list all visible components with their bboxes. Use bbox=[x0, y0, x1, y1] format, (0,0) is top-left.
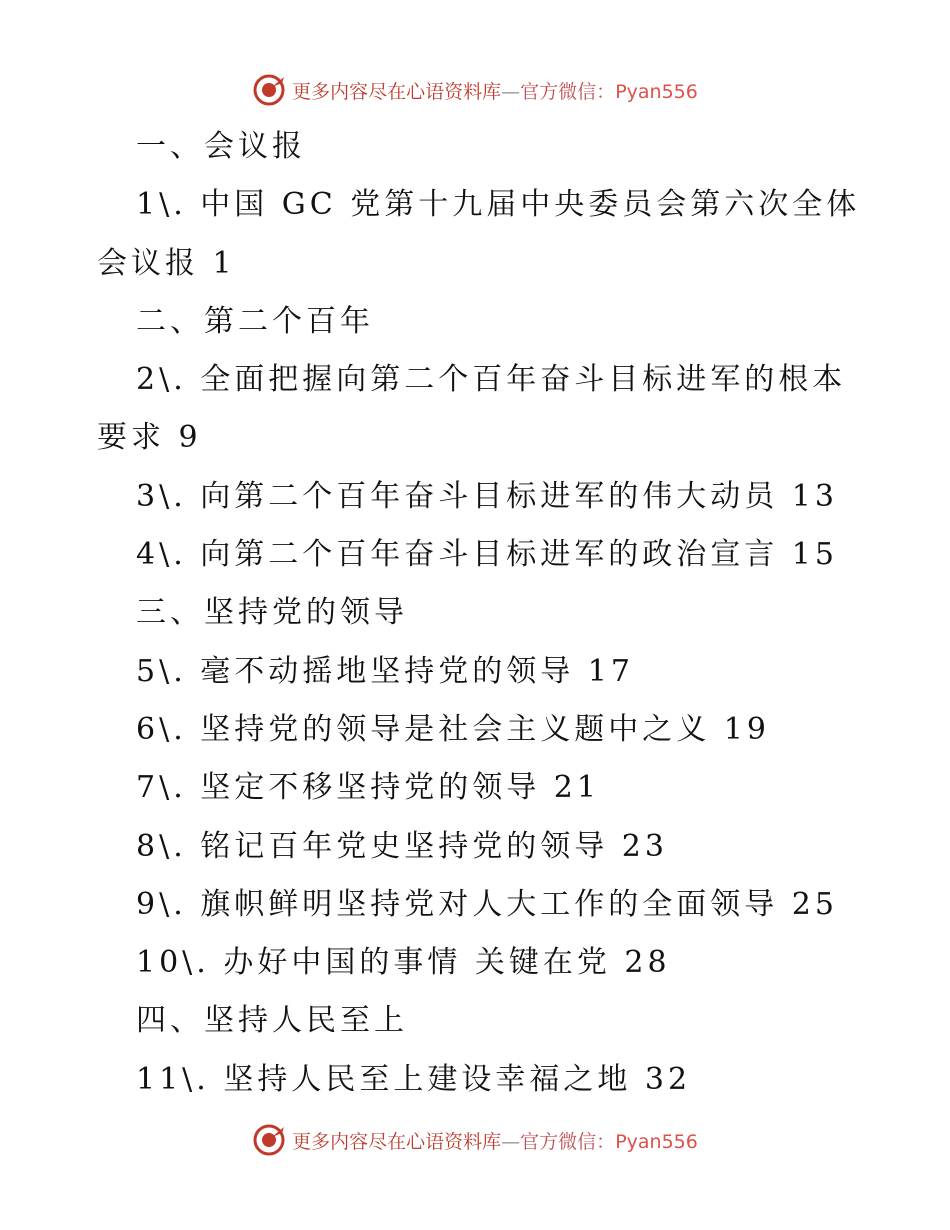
toc-entry: 5\. 毫不动摇地坚持党的领导 17 bbox=[136, 653, 634, 689]
footer-banner bbox=[0, 1120, 950, 1160]
toc-entry-continuation: 会议报 1 bbox=[97, 245, 236, 281]
section-heading: 四、坚持人民至上 bbox=[136, 1003, 408, 1039]
pen-seal-logo-icon bbox=[252, 1123, 286, 1157]
toc-entry: 4\. 向第二个百年奋斗目标进军的政治宣言 15 bbox=[136, 537, 838, 573]
toc-entry: 1\. 中国 GC 党第十九届中央委员会第六次全体 bbox=[136, 187, 861, 223]
header-banner bbox=[0, 70, 950, 110]
pen-seal-logo-icon bbox=[252, 73, 286, 107]
section-heading: 一、会议报 bbox=[136, 129, 306, 164]
table-of-contents bbox=[0, 118, 950, 1109]
toc-entry: 2\. 全面把握向第二个百年奋斗目标进军的根本 bbox=[136, 362, 847, 398]
toc-entry: 7\. 坚定不移坚持党的领导 21 bbox=[136, 770, 600, 806]
section-heading: 二、第二个百年 bbox=[136, 303, 374, 339]
toc-entry-continuation: 要求 9 bbox=[97, 420, 202, 456]
toc-entry: 10\. 办好中国的事情 关键在党 28 bbox=[136, 945, 671, 981]
footer-banner-text: 更多内容尽在心语资料库—官方微信：Pyan556 bbox=[292, 1130, 698, 1153]
section-heading: 三、坚持党的领导 bbox=[136, 595, 408, 631]
toc-entry: 3\. 向第二个百年奋斗目标进军的伟大动员 13 bbox=[136, 478, 838, 514]
toc-entry: 6\. 坚持党的领导是社会主义题中之义 19 bbox=[136, 711, 770, 747]
toc-entry: 9\. 旗帜鲜明坚持党对人大工作的全面领导 25 bbox=[136, 886, 838, 922]
toc-entry: 11\. 坚持人民至上建设幸福之地 32 bbox=[136, 1061, 692, 1097]
header-banner-text: 更多内容尽在心语资料库—官方微信：Pyan556 bbox=[292, 80, 698, 103]
toc-entry: 8\. 铭记百年党史坚持党的领导 23 bbox=[136, 828, 668, 864]
